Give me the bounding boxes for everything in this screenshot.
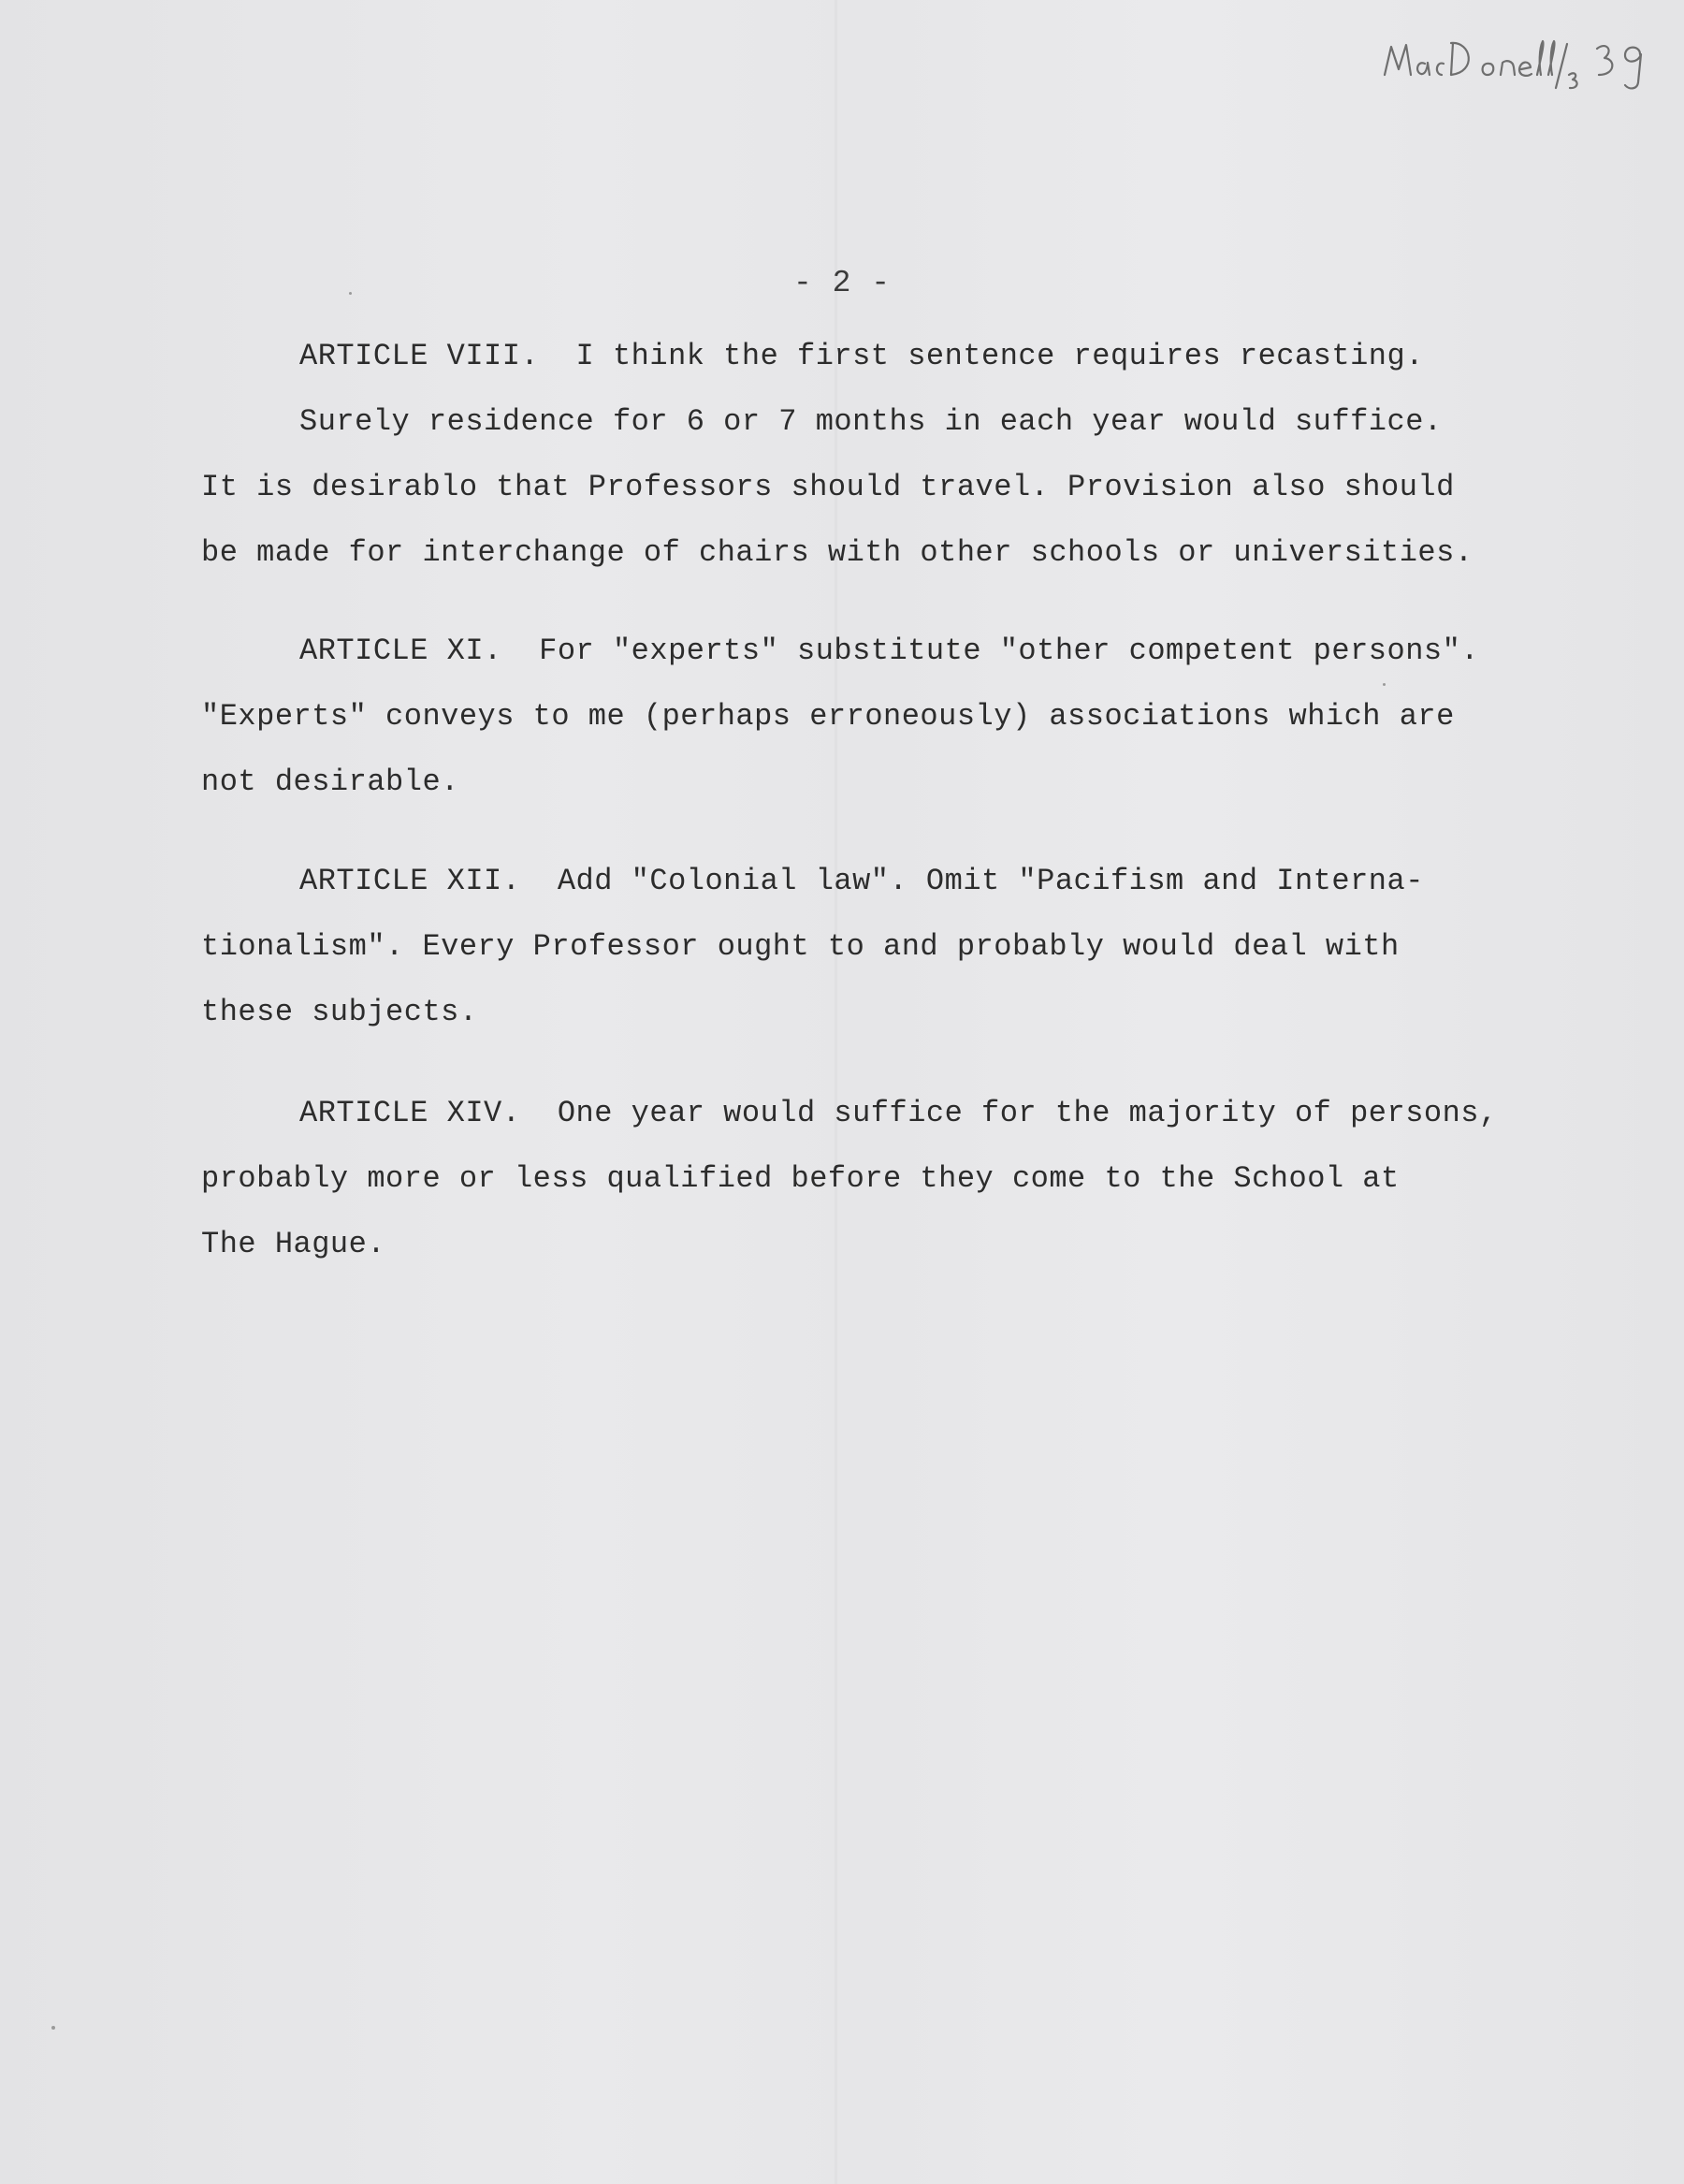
- article-xi-line-3: not desirable.: [201, 764, 459, 799]
- article-xiv-line-2: probably more or less qualified before they come to the School at: [201, 1161, 1400, 1196]
- page-number: - 2 -: [792, 266, 892, 300]
- article-xii-line-1: ARTICLE XII. Add "Colonial law". Omit "Pacifism and Interna-: [299, 864, 1424, 898]
- article-viii-line-1: ARTICLE VIII. I think the first sentence requires recasting.: [299, 339, 1424, 373]
- article-xii-line-3: these subjects.: [201, 995, 478, 1029]
- article-viii-line-3: It is desirablo that Professors should travel. Provision also should: [201, 470, 1455, 504]
- article-viii-line-4: be made for interchange of chairs with other schools or universities.: [201, 535, 1474, 570]
- paper-speck: [1383, 683, 1386, 686]
- article-xiv-line-3: The Hague.: [201, 1227, 386, 1261]
- article-xi-line-1: ARTICLE XI. For "experts" substitute "other competent persons".: [299, 633, 1479, 668]
- article-xii-line-2: tionalism". Every Professor ought to and probably would deal with: [201, 929, 1400, 964]
- article-xi-line-2: "Experts" conveys to me (perhaps erroneously) associations which are: [201, 699, 1455, 734]
- paper-speck: [349, 292, 352, 295]
- paper-fold: [835, 0, 837, 2184]
- paper-speck: [51, 2026, 55, 2030]
- article-viii-line-2: Surely residence for 6 or 7 months in each year would suffice.: [299, 404, 1443, 439]
- handwritten-archive-reference: [1380, 21, 1661, 114]
- handwritten-reference-image: [1380, 21, 1661, 114]
- article-xiv-line-1: ARTICLE XIV. One year would suffice for the majority of persons,: [299, 1096, 1498, 1130]
